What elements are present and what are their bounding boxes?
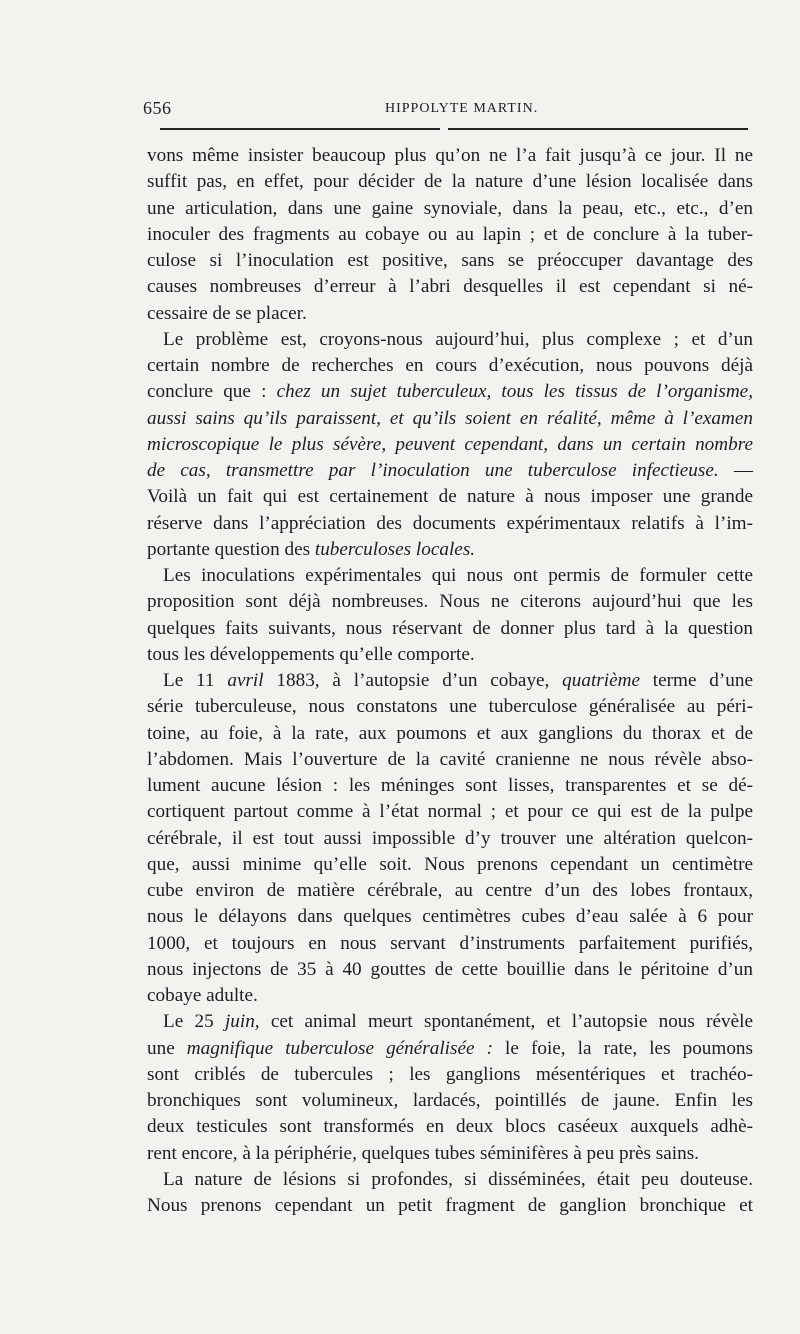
text-line <box>147 904 753 930</box>
text-line <box>147 799 753 825</box>
text-line <box>147 1009 753 1035</box>
text-line <box>147 589 753 615</box>
text-segment: conclure que : <box>147 381 277 403</box>
text-line <box>147 484 753 510</box>
text-line <box>147 563 753 589</box>
text-segment: une <box>147 1037 187 1059</box>
text-segment: culose si l’inoculation est positive, sans se préoccuper davantage des <box>147 250 753 271</box>
text-segment: — <box>718 460 754 481</box>
text-segment: cube environ de matière cérébrale, au centre d’un des lobes frontaux, <box>147 880 753 901</box>
text-line <box>147 616 753 642</box>
text-segment: sont criblés de tubercules ; les ganglions mésentériques et trachéo- <box>147 1063 753 1085</box>
header-rule-left <box>160 128 440 130</box>
text-line <box>147 983 753 1009</box>
text-segment: cortiquent partout comme à l’état normal ; et pour ce qui est de la pulpe <box>147 801 753 823</box>
italic-segment: juin, <box>224 1011 260 1033</box>
text-line <box>147 1062 753 1088</box>
text-line <box>147 327 753 353</box>
text-line <box>147 668 753 694</box>
text-segment: deux testicules sont transformés en deux blocs caséeux auxquels adhè- <box>147 1116 753 1138</box>
text-segment: bronchiques sont volumineux, lardacés, pointillés de jaune. Enfin les <box>147 1090 753 1111</box>
text-line <box>147 353 753 379</box>
text-segment: que, aussi minime qu’elle soit. Nous prenons cependant un centimètre <box>147 853 753 875</box>
italic-segment: avril <box>227 670 264 691</box>
text-line <box>147 301 753 327</box>
text-line <box>147 1141 753 1167</box>
text-line <box>147 537 753 563</box>
italic-segment: tuberculoses locales. <box>314 538 476 560</box>
text-line <box>147 878 753 904</box>
text-line <box>147 406 753 432</box>
text-line <box>147 931 753 957</box>
text-line <box>147 1088 753 1114</box>
text-line <box>147 694 753 720</box>
italic-segment: aussi sains qu’ils paraissent, et qu’ils soient en réalité, même à l’examen <box>147 407 753 429</box>
text-segment: certain nombre de recherches en cours d’exécution, nous pouvons déjà <box>147 355 753 376</box>
text-segment: terme d’une <box>639 670 753 691</box>
text-line <box>147 196 753 222</box>
text-segment: 1883, à l’autopsie d’un cobaye, <box>263 670 563 691</box>
text-segment: Nous prenons cependant un petit fragment de ganglion bronchique et <box>147 1195 753 1216</box>
text-segment: proposition sont déjà nombreuses. Nous ne citerons aujourd’hui que les <box>147 591 753 613</box>
text-line <box>147 826 753 852</box>
text-line <box>147 511 753 537</box>
text-segment: nous injectons de 35 à 40 gouttes de cette bouillie dans le péritoine d’un <box>147 958 753 980</box>
text-segment: suffit pas, en effet, pour décider de la nature d’une lésion localisée dans <box>147 171 753 193</box>
italic-segment: de cas, transmettre par l’inoculation une tuberculose infectieuse. <box>147 460 719 481</box>
text-line <box>147 773 753 799</box>
text-line <box>147 1167 753 1193</box>
text-segment: nous le délayons dans quelques centimètres cubes d’eau salée à 6 pour <box>147 906 753 928</box>
text-segment: le foie, la rate, les poumons <box>492 1037 753 1059</box>
text-segment: inoculer des fragments au cobaye ou au lapin ; et de conclure à la tuber- <box>147 223 753 245</box>
text-segment: cérébrale, il est tout aussi impossible d’y trouver une altération quelcon- <box>147 827 753 849</box>
text-segment: tous les développements qu’elle comporte. <box>147 643 475 665</box>
text-segment: Les inoculations expérimentales qui nous ont permis de formuler cette <box>163 565 753 586</box>
italic-segment: microscopique le plus sévère, peuvent cependant, dans un certain nombre <box>147 433 753 455</box>
text-line <box>147 379 753 405</box>
text-segment: portante question des <box>147 538 315 560</box>
text-segment: réserve dans l’appréciation des documents expérimentaux relatifs à l’im- <box>147 512 753 534</box>
text-line <box>147 143 753 169</box>
text-segment: 1000, et toujours en nous servant d’instruments parfaitement purifiés, <box>147 932 753 954</box>
text-segment: lument aucune lésion : les méninges sont lisses, transparentes et se dé- <box>147 775 753 796</box>
text-line <box>147 852 753 878</box>
text-segment: Voilà un fait qui est certainement de nature à nous imposer une grande <box>147 486 753 508</box>
text-line <box>147 248 753 274</box>
running-head: HIPPOLYTE MARTIN. <box>385 101 539 116</box>
text-line <box>147 274 753 300</box>
text-segment: rent encore, à la périphérie, quelques tubes séminifères à peu près sains. <box>147 1142 699 1164</box>
text-segment: cessaire de se placer. <box>147 302 307 324</box>
text-segment: cobaye adulte. <box>147 985 258 1006</box>
italic-segment: chez un sujet tuberculeux, tous les tissus de l’organisme, <box>276 381 753 403</box>
text-segment: l’abdomen. Mais l’ouverture de la cavité cranienne ne nous révèle abso- <box>147 748 753 770</box>
text-line <box>147 642 753 668</box>
italic-segment: quatrième <box>562 670 640 691</box>
page-body-text <box>147 143 753 1219</box>
text-segment: vons même insister beaucoup plus qu’on ne l’a fait jusqu’à ce jour. Il ne <box>147 145 753 166</box>
text-segment: Le problème est, croyons-nous aujourd’hui, plus complexe ; et d’un <box>163 328 753 350</box>
text-segment: Le 25 <box>163 1011 225 1033</box>
text-line <box>147 169 753 195</box>
text-line <box>147 1193 753 1219</box>
page-header <box>0 98 800 122</box>
text-segment: toine, au foie, à la rate, aux poumons et aux ganglions du thorax et de <box>147 722 753 744</box>
text-line <box>147 957 753 983</box>
text-line <box>147 1036 753 1062</box>
text-line <box>147 721 753 747</box>
text-line <box>147 222 753 248</box>
page-number: 656 <box>143 98 172 118</box>
text-segment: série tuberculeuse, nous constatons une tuberculose généralisée au péri- <box>147 696 753 718</box>
text-segment: Le 11 <box>163 670 228 691</box>
text-line <box>147 432 753 458</box>
text-segment: La nature de lésions si profondes, si disséminées, était peu douteuse. <box>163 1168 753 1190</box>
text-segment: une articulation, dans une gaine synoviale, dans la peau, etc., etc., d’en <box>147 197 753 219</box>
text-segment: cet animal meurt spontanément, et l’autopsie nous révèle <box>259 1011 753 1033</box>
text-line <box>147 1114 753 1140</box>
header-rule-right <box>448 128 748 130</box>
text-line <box>147 458 753 484</box>
text-segment: quelques faits suivants, nous réservant de donner plus tard à la question <box>147 617 753 639</box>
text-line <box>147 747 753 773</box>
italic-segment: magnifique tuberculose généralisée : <box>186 1037 493 1059</box>
text-segment: causes nombreuses d’erreur à l’abri desquelles il est cependant si né- <box>147 276 753 298</box>
